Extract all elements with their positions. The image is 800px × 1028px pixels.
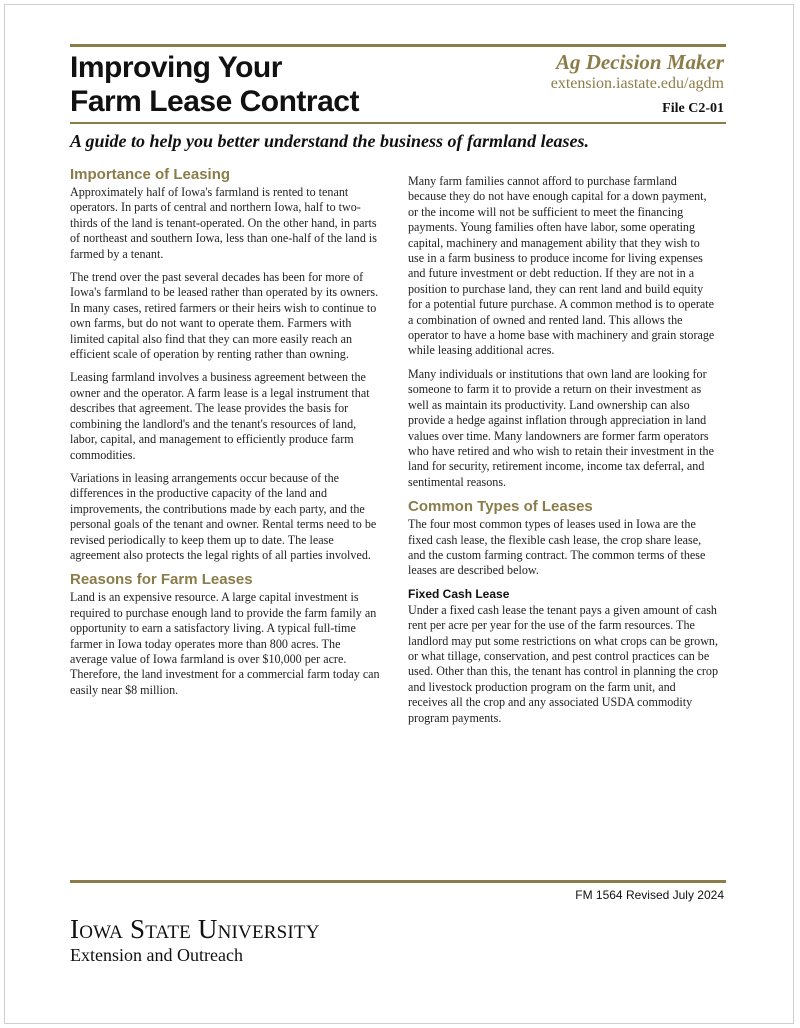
paragraph: Many farm families cannot afford to purchase farmland because they do not have enough capital for a down payment, or the income will not be sufficient to meet the financing payments. Young families often have labor, some operating capital, machinery and management ability that they wish to use in a farm business to produce income for living expenses and future investment or debt reduction. If they are not in a position to purchase land, they can rent land and build equity for a potential future purchase. A common method is to operate a combination of owned and rented land. This allows the operator to have a home base with machinery and grain storage while leasing additional acres.	[408, 174, 715, 358]
paragraph: The trend over the past several decades has been for more of Iowa's farmland to be leased rather than operated by its owners. In many cases, retired farmers or their heirs wish to continue to own farms, but do not want to operate them. Farmers with limited capital also find that they can more easily reach an efficient scale of operation by renting rather than owning.	[70, 270, 379, 362]
footer-rule	[70, 880, 726, 883]
title-line-1: Improving Your	[70, 51, 282, 84]
file-code: File C2-01	[662, 101, 724, 116]
brand-block	[551, 50, 724, 93]
paragraph: Variations in leasing arrangements occur because of the differences in the productive capacity of the land and improvements, the contributions made by each party, and the personal goals of the tenant and owner. Rental terms need to be revised periodically to keep them up to date. The lease agreement also protects the legal rights of all parties involved.	[70, 470, 377, 562]
brand-url[interactable]: extension.iastate.edu/agdm	[550, 75, 724, 92]
left-column	[70, 166, 380, 706]
brand-name: Ag Decision Maker	[556, 50, 724, 74]
top-rule	[70, 44, 726, 47]
paragraph: Many individuals or institutions that own land are looking for someone to farm it to provide a return on their investment as well as maintain its productivity. Land ownership can also provide a hedge against inflation through appreciation in land values over time. Many landowners are former farm operators who have retired and who wish to retain their investment in the land for security, retirement income, income tax deferral, and sentimental reasons.	[408, 366, 714, 489]
university-name: Iowa State University	[70, 914, 320, 944]
paragraph: Approximately half of Iowa's farmland is rented to tenant operators. In parts of central and northern Iowa, half to two-thirds of the land is tenant-operated. On the other hand, in parts of northeast and southern Iowa, less than one-half of the land is farmed by a tenant.	[70, 185, 377, 261]
heading-common-types-of-leases: Common Types of Leases	[408, 498, 593, 516]
paragraph: Leasing farmland involves a business agreement between the owner and the operator. A farm lease is a legal instrument that describes that agreement. The lease provides the basis for combining the landlord's and the tenant's resources of land, labor, capital, and management to efficiently produce farm commodities.	[70, 370, 370, 462]
paragraph: The four most common types of leases used in Iowa are the fixed cash lease, the flexible cash lease, the crop share lease, and the custom farming contract. The common terms of these leases are described below.	[408, 517, 706, 578]
heading-importance-of-leasing: Importance of Leasing	[70, 166, 231, 183]
heading-fixed-cash-lease: Fixed Cash Lease	[408, 586, 510, 601]
heading-reasons-for-farm-leases: Reasons for Farm Leases	[70, 571, 253, 589]
page-title	[70, 51, 410, 119]
paragraph: Land is an expensive resource. A large capital investment is required to purchase enough land to provide the farm family an opportunity to earn a satisfactory living. A typical full-time farmer in Iowa today operates more than 800 acres. The average value of Iowa farmland is over $10,000 per acre. Therefore, the land investment for a commercial farm today can easily near $8 million.	[70, 590, 380, 697]
publication-code: FM 1564 Revised July 2024	[575, 888, 724, 902]
title-line-2: Farm Lease Contract	[70, 85, 359, 118]
extension-name: Extension and Outreach	[70, 945, 243, 965]
paragraph: Under a fixed cash lease the tenant pays a given amount of cash rent per acre per year for the use of the farm resources. The landlord may put some restrictions on what crops can be grown, or what tillage, conservation, and pest control practices can be used. Other than this, the tenant has control in planning the crop and livestock production program on the farm unit, and receives all the crop and any associated USDA commodity program payments.	[408, 602, 718, 725]
header-rule	[70, 122, 726, 124]
page-subtitle: A guide to help you better understand the business of farmland leases.	[70, 131, 590, 151]
right-column	[408, 174, 718, 734]
university-logo	[70, 914, 320, 966]
